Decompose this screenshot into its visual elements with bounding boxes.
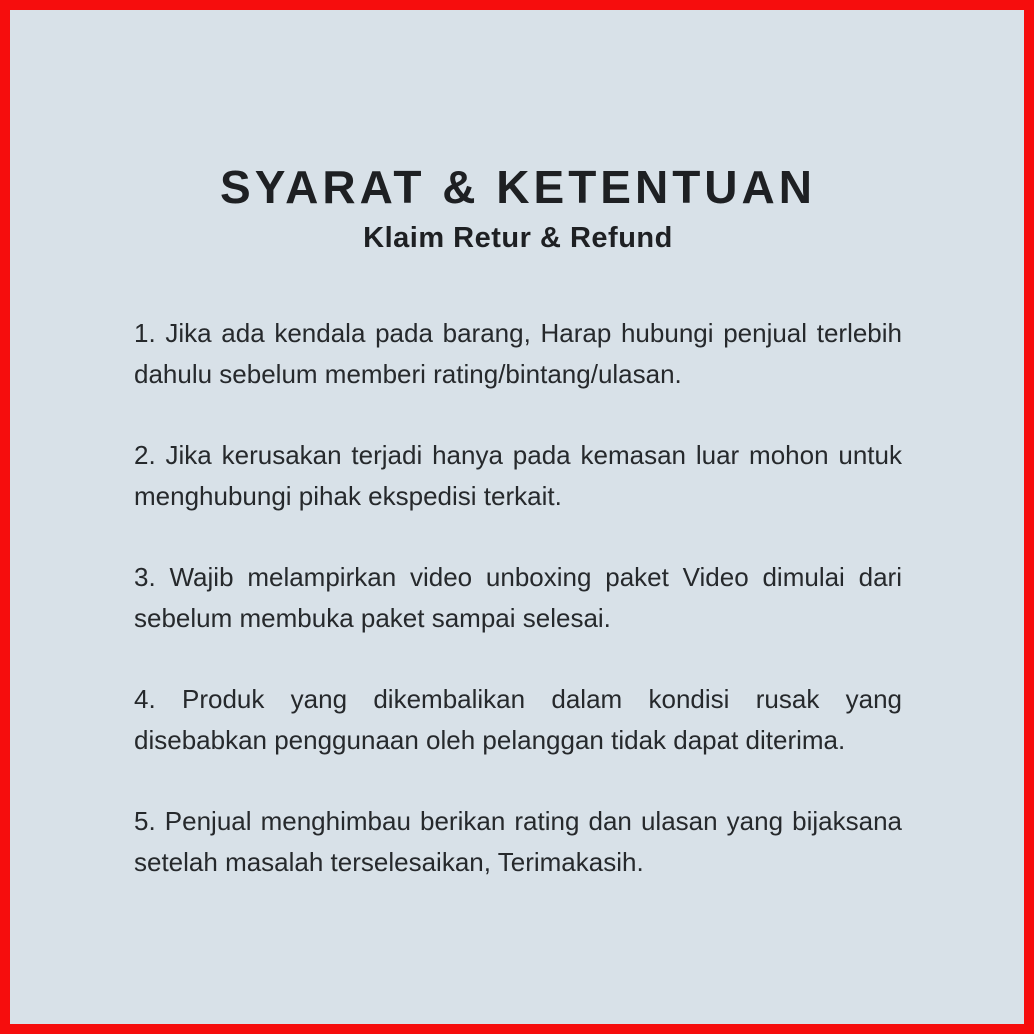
terms-list [134,313,902,883]
term-item-1: 1. Jika ada kendala pada barang, Harap hubungi penjual terlebih dahulu sebelum memberi rating/bintang/ulasan. [134,318,902,390]
page-subtitle: Klaim Retur & Refund [363,221,673,254]
term-item-3: 3. Wajib melampirkan video unboxing paket Video dimulai dari sebelum membuka paket sampai selesai. [134,562,902,634]
term-item-2: 2. Jika kerusakan terjadi hanya pada kemasan luar mohon untuk menghubungi pihak ekspedisi terkait. [134,440,902,512]
term-item-5: 5. Penjual menghimbau berikan rating dan ulasan yang bijaksana setelah masalah terselesaikan, Terimakasih. [134,806,902,878]
poster-content [10,10,1024,883]
term-item-4: 4. Produk yang dikembalikan dalam kondisi rusak yang disebabkan penggunaan oleh pelanggan tidak dapat diterima. [134,684,902,756]
page-title: SYARAT & KETENTUAN [220,161,816,213]
